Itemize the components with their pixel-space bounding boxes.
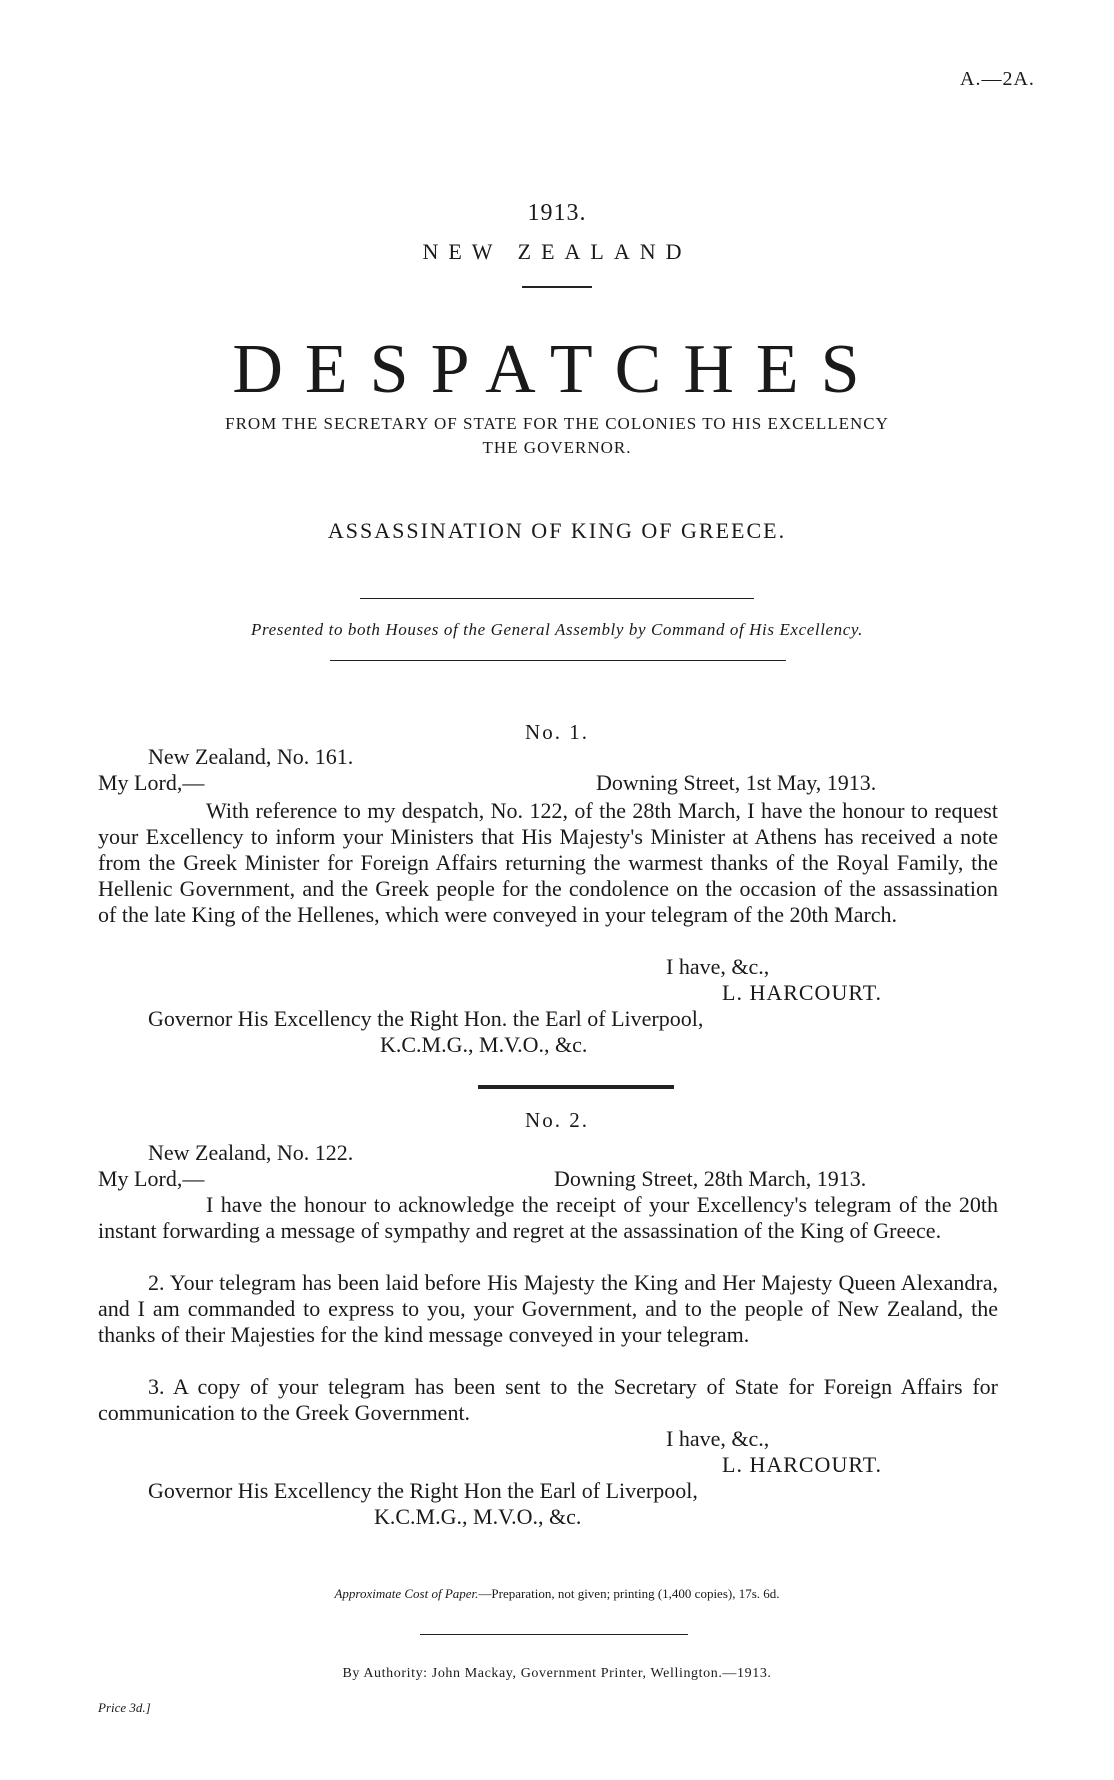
cost-text: —Preparation, not given; printing (1,400 copies), 17s. 6d. (478, 1586, 780, 1601)
cost-line (0, 1586, 1114, 1602)
despatch-1-addressee-line1: Governor His Excellency the Right Hon. the Earl of Liverpool, (148, 1006, 704, 1031)
header-rule (522, 286, 592, 288)
despatch-2-addressee-line2: K.C.M.G., M.V.O., &c. (374, 1504, 582, 1529)
despatch-2-closing: I have, &c., (666, 1426, 770, 1451)
section-divider (478, 1085, 674, 1089)
presented-top-rule (360, 598, 754, 599)
despatch-2-para1: I have the honour to acknowledge the receipt of your Excellency's telegram of the 20th instant forwarding a message of sympathy and regret at the assassination of the King of Greece. (98, 1192, 998, 1243)
despatch-2-place-date: Downing Street, 28th March, 1913. (554, 1166, 867, 1191)
document-reference: A.—2A. (960, 68, 1035, 90)
price-label: Price 3d.] (98, 1700, 151, 1715)
despatch-2-ref: New Zealand, No. 122. (148, 1140, 354, 1165)
presented-bottom-rule (330, 660, 786, 661)
despatch-2-signature: L. HARCOURT. (722, 1452, 882, 1477)
despatch-2-addressee-line1: Governor His Excellency the Right Hon the Earl of Liverpool, (148, 1478, 698, 1503)
despatch-1-closing: I have, &c., (666, 954, 770, 979)
country-heading: NEW ZEALAND (422, 239, 692, 264)
despatch-1-ref: New Zealand, No. 161. (148, 744, 354, 769)
despatch-1-addressee-line2: K.C.M.G., M.V.O., &c. (380, 1032, 588, 1057)
despatch-1-number: No. 1. (525, 720, 589, 744)
governor-line: THE GOVERNOR. (482, 438, 632, 457)
despatch-1-body: With reference to my despatch, No. 122, of the 28th March, I have the honour to request your Excellency to inform your Ministers that His Majesty's Minister at Athens has received a note from the Greek Minister for Foreign Affairs returning the warmest thanks of the Royal Family, the Hellenic Government, and the Greek people for the condolence on the occasion of the assassination of the late King of the Hellenes, which were conveyed in your telegram of the 20th March. (98, 798, 998, 927)
despatch-2-para3: 3. A copy of your telegram has been sent to the Secretary of State for Foreign Affairs for communication to the Greek Government. (98, 1374, 998, 1425)
footer-rule (420, 1634, 688, 1635)
despatch-2-number: No. 2. (525, 1108, 589, 1132)
despatch-2-para2: 2. Your telegram has been laid before His Majesty the King and Her Majesty Queen Alexandra, and I am commanded to express to you, your Government, and to the people of New Zealand, the thanks of their Majesties for the kind message conveyed in your telegram. (98, 1270, 998, 1347)
document-year: 1913. (527, 200, 587, 226)
despatch-1-signature: L. HARCOURT. (722, 980, 882, 1005)
from-line: FROM THE SECRETARY OF STATE FOR THE COLONIES TO HIS EXCELLENCY (225, 414, 889, 433)
authority-line: By Authority: John Mackay, Government Printer, Wellington.—1913. (342, 1666, 772, 1681)
cost-label: Approximate Cost of Paper. (334, 1586, 479, 1601)
subject-heading: ASSASSINATION OF KING OF GREECE. (327, 518, 787, 543)
presented-line: Presented to both Houses of the General Assembly by Command of His Excellency. (251, 620, 863, 639)
despatch-2-salutation: My Lord,— (98, 1166, 205, 1191)
despatch-1-salutation: My Lord,— (98, 770, 205, 795)
despatch-1-place-date: Downing Street, 1st May, 1913. (596, 770, 877, 795)
page-title: DESPATCHES (232, 331, 882, 408)
